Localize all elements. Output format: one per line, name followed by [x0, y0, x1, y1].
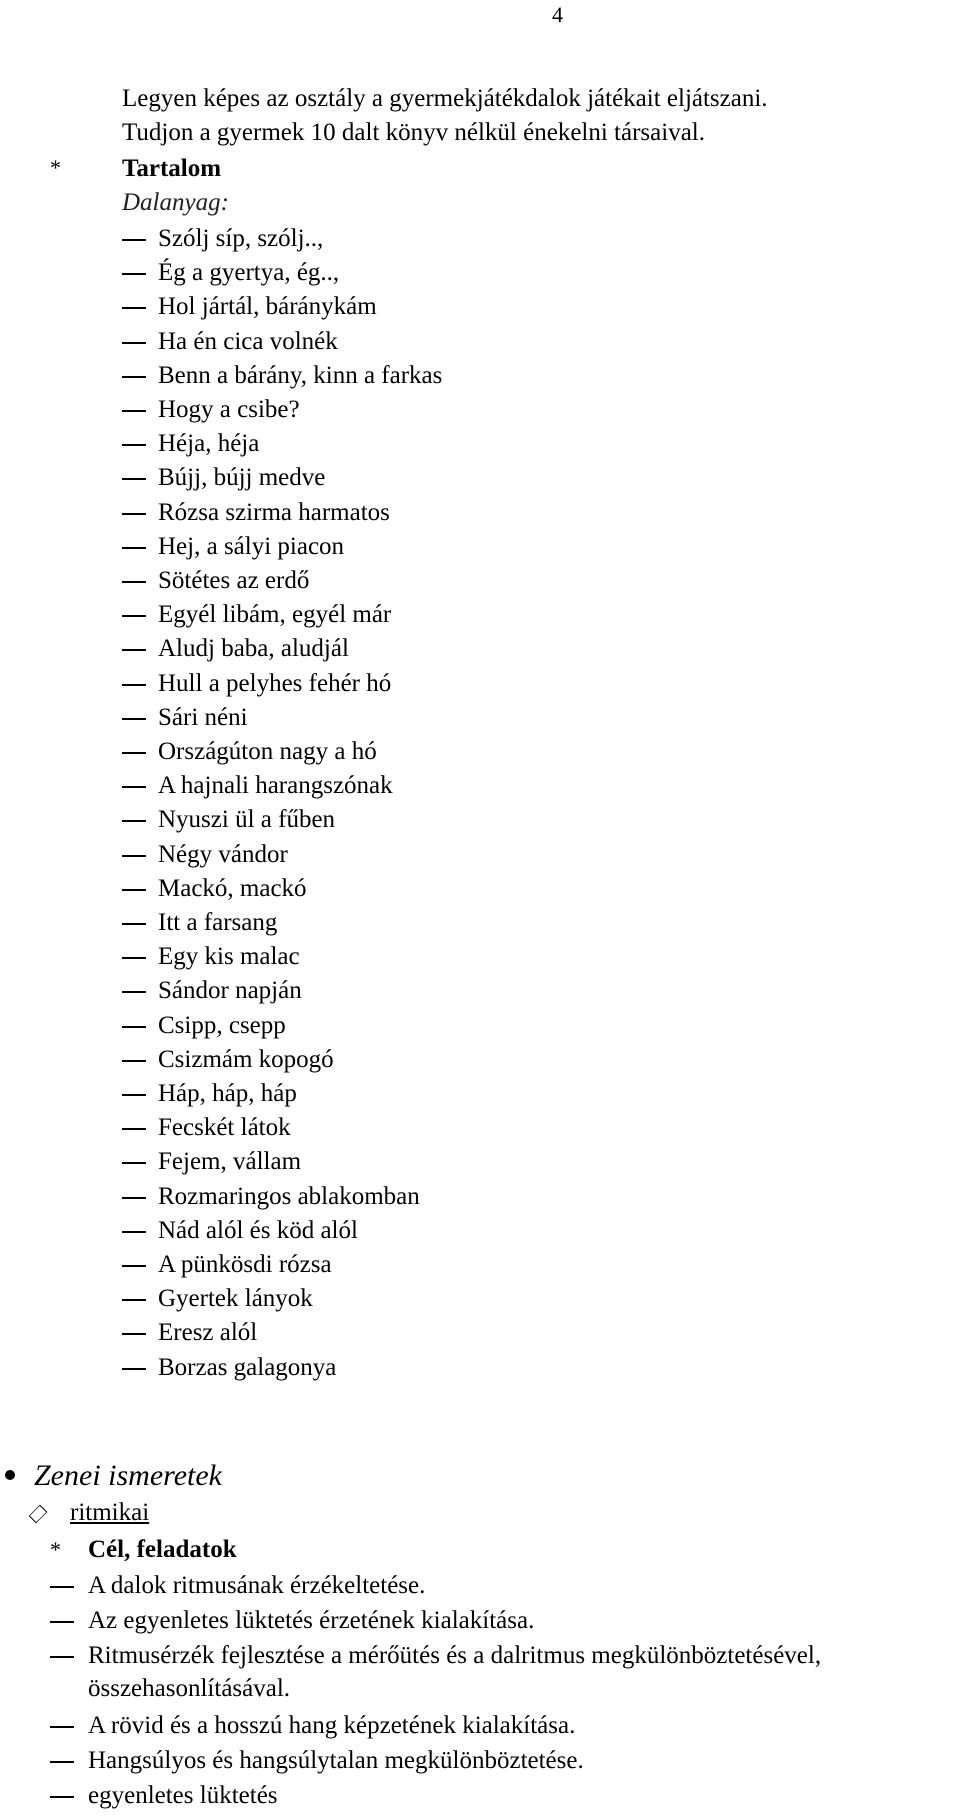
dash-icon: [50, 1621, 74, 1623]
song-title: A pünkösdi rózsa: [158, 1251, 332, 1278]
dash-icon: [122, 957, 146, 959]
song-title: Bújj, bújj medve: [158, 464, 326, 492]
goal-text: Ritmusérzék fejlesztése a mérőütés és a dalritmus megkülönböztetésével,: [88, 1642, 822, 1669]
dash-icon: [122, 307, 146, 309]
dash-icon: [122, 855, 146, 857]
song-title: Héja, héja: [158, 430, 260, 458]
dash-icon: [122, 923, 146, 925]
song-title: Hull a pelyhes fehér hó: [158, 669, 392, 697]
dash-icon: [122, 991, 146, 993]
dash-icon: [122, 684, 146, 686]
song-title: Szólj síp, szólj..,: [158, 225, 324, 252]
dash-icon: [122, 444, 146, 446]
song-title: Hogy a csibe?: [158, 396, 300, 423]
goals-title: Cél, feladatok: [88, 1536, 237, 1563]
dash-icon: [122, 1299, 146, 1301]
song-title: Egy kis malac: [158, 943, 300, 971]
goal-text: A rövid és a hosszú hang képzetének kialakítása.: [88, 1712, 576, 1739]
dash-icon: [122, 513, 146, 515]
subsection-label: ritmikai: [70, 1499, 150, 1526]
goals-bullet: *: [50, 1537, 61, 1562]
dash-icon: [122, 786, 146, 788]
dash-icon: [122, 649, 146, 651]
song-title: Ég a gyertya, ég..,: [158, 259, 340, 287]
song-title: Rozmaringos ablakomban: [158, 1182, 420, 1210]
dash-icon: [122, 273, 146, 275]
intro-line-1: Legyen képes az osztály a gyermekjátékdalok játékait eljátszani.: [122, 85, 768, 112]
song-title: Fecskét látok: [158, 1114, 291, 1142]
dash-icon: [122, 376, 146, 378]
dash-icon: [122, 1162, 146, 1164]
song-title: Rózsa szirma harmatos: [158, 498, 390, 526]
goal-text: Hangsúlyos és hangsúlytalan megkülönböztetése.: [88, 1747, 584, 1774]
intro-line-2: Tudjon a gyermek 10 dalt könyv nélkül énekelni társaival.: [122, 119, 705, 146]
dash-icon: [50, 1796, 74, 1798]
dash-icon: [122, 1197, 146, 1199]
dash-icon: [122, 889, 146, 891]
song-title: Mackó, mackó: [158, 874, 307, 902]
diamond-icon: [29, 1505, 48, 1524]
song-title: Országúton nagy a hó: [158, 738, 377, 765]
song-title: Csipp, csepp: [158, 1011, 286, 1039]
song-title: Benn a bárány, kinn a farkas: [158, 361, 443, 389]
song-title: Nyuszi ül a fűben: [158, 806, 336, 834]
song-title: Aludj baba, aludjál: [158, 635, 349, 663]
dash-icon: [122, 478, 146, 480]
page-number: 4: [552, 2, 563, 27]
song-title: Nád alól és köd alól: [158, 1216, 358, 1244]
content-subtitle: Dalanyag:: [122, 189, 229, 216]
song-title: Négy vándor: [158, 840, 288, 868]
song-title: Sándor napján: [158, 977, 302, 1005]
song-title: Ha én cica volnék: [158, 327, 338, 355]
dash-icon: [122, 615, 146, 617]
song-title: Hol jártál, báránykám: [158, 293, 377, 321]
goal-text: egyenletes lüktetés: [88, 1782, 278, 1809]
dash-icon: [122, 239, 146, 241]
song-title: Borzas galagonya: [158, 1353, 337, 1381]
dash-icon: [122, 1333, 146, 1335]
song-title: Eresz alól: [158, 1319, 258, 1347]
dash-icon: [122, 820, 146, 822]
dash-icon: [122, 1026, 146, 1028]
content-bullet: *: [50, 155, 61, 180]
song-title: Gyertek lányok: [158, 1285, 313, 1313]
bullet-icon: [5, 1470, 15, 1480]
goal-text: Az egyenletes lüktetés érzetének kialakítása.: [88, 1607, 535, 1634]
dash-icon: [122, 1368, 146, 1370]
dash-icon: [50, 1586, 74, 1588]
music-section-title: Zenei ismeretek: [34, 1459, 222, 1492]
dash-icon: [122, 1128, 146, 1130]
song-title: Háp, háp, háp: [158, 1080, 297, 1107]
dash-icon: [122, 410, 146, 412]
dash-icon: [50, 1656, 74, 1658]
song-title: Fejem, vállam: [158, 1148, 302, 1176]
dash-icon: [122, 342, 146, 344]
song-title: Sötétes az erdő: [158, 567, 310, 594]
dash-icon: [50, 1726, 74, 1728]
dash-icon: [122, 1265, 146, 1267]
dash-icon: [122, 581, 146, 583]
song-title: A hajnali harangszónak: [158, 772, 393, 800]
dash-icon: [122, 1094, 146, 1096]
dash-icon: [122, 547, 146, 549]
dash-icon: [122, 1231, 146, 1233]
song-title: Csizmám kopogó: [158, 1045, 334, 1073]
dash-icon: [50, 1761, 74, 1763]
goal-text: A dalok ritmusának érzékeltetése.: [88, 1572, 426, 1599]
dash-icon: [122, 718, 146, 720]
goal-text: összehasonlításával.: [88, 1675, 291, 1702]
dash-icon: [122, 752, 146, 754]
song-title: Itt a farsang: [158, 909, 278, 936]
song-title: Egyél libám, egyél már: [158, 601, 392, 629]
song-title: Hej, a sályi piacon: [158, 532, 345, 560]
dash-icon: [122, 1060, 146, 1062]
content-title: Tartalom: [122, 155, 222, 182]
song-title: Sári néni: [158, 703, 248, 731]
